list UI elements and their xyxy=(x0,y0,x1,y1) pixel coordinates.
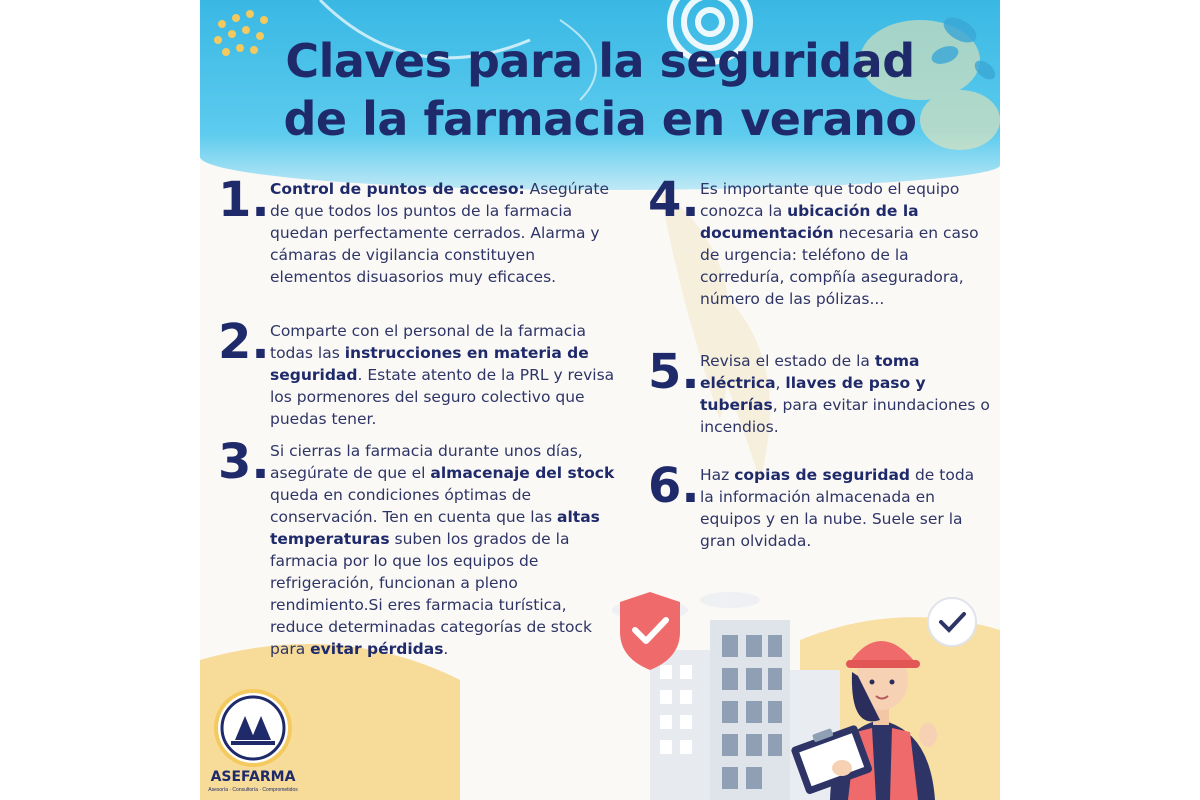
poster-title xyxy=(200,32,1000,148)
tip-highlight: altas temperaturas xyxy=(270,508,600,548)
tip-text xyxy=(700,350,990,438)
tip-number: 4. xyxy=(648,172,700,228)
asefarma-logo xyxy=(208,688,298,793)
tip-text-body: necesaria en caso de urgencia: teléfono de la correduría, compñía aseguradora, número de las pólizas... xyxy=(700,224,979,308)
tip-text-lead: Si cierras la farmacia durante unos días, asegúrate de que el xyxy=(270,442,583,482)
logo-name: ASEFARMA xyxy=(210,769,296,785)
tip-number: 1. xyxy=(218,172,270,228)
tip-highlight: evitar pérdidas xyxy=(310,640,444,658)
tip-highlight: Control de puntos de acceso: xyxy=(270,180,525,198)
tip-text xyxy=(700,178,990,310)
tip-highlight: toma eléctrica xyxy=(700,352,920,392)
safety-worker-illustration xyxy=(580,580,1000,800)
tip-number: 2. xyxy=(218,314,270,370)
tip-text xyxy=(270,440,618,660)
tip-highlight: ubicación de la documentación xyxy=(700,202,919,242)
tip-text-body: de toda la información almacenada en equipos y en la nube. Suele ser la gran olvidada. xyxy=(700,466,975,550)
tip-highlight: copias de seguridad xyxy=(734,466,911,484)
tip-highlight: llaves de paso y tuberías xyxy=(700,374,926,414)
tip-text-lead: Haz xyxy=(700,466,735,484)
tip-text-body: suben los grados de la farmacia por lo que los equipos de refrigeración, funcionan a pleno rendimiento.Si eres farmacia turística, reduce determinadas categorías de stock para xyxy=(270,530,592,658)
tip-text xyxy=(270,320,618,430)
tip-text-lead: Revisa el estado de la xyxy=(700,352,875,370)
tip-text-tail: . xyxy=(443,640,449,658)
tip-text-body: , xyxy=(775,374,786,392)
tip-highlight: almacenaje del stock xyxy=(430,464,615,482)
tip-number: 6. xyxy=(648,458,700,514)
infographic-poster xyxy=(200,0,1000,800)
tip-text-lead: Comparte con el personal de la farmacia todas las xyxy=(270,322,587,362)
tip-text-body: queda en condiciones óptimas de conservación. Ten en cuenta que las xyxy=(270,486,558,526)
tip-text-body: , para evitar inundaciones o incendios. xyxy=(700,396,990,436)
logo-emblem-icon xyxy=(213,688,293,768)
title-line-2: de la farmacia en verano xyxy=(283,92,917,146)
tip-text-body: Asegúrate de que todos los puntos de la farmacia quedan perfectamente cerrados. Alarma y cámaras de vigilancia constituyen elementos disuasorios muy eficaces. xyxy=(270,180,610,286)
tip-highlight: instrucciones en materia de seguridad xyxy=(270,344,589,384)
tip-text xyxy=(270,178,618,288)
tip-number: 3. xyxy=(218,434,270,490)
helmet-icon xyxy=(850,641,915,662)
tip-text xyxy=(700,464,990,552)
title-line-1: Claves para la seguridad xyxy=(285,34,915,88)
tip-number: 5. xyxy=(648,344,700,400)
check-bubble-icon xyxy=(928,598,976,646)
tip-text-body: . Estate atento de la PRL y revisa los pormenores del seguro colectivo que puedas tener. xyxy=(270,366,615,428)
tip-text-lead: Es importante que todo el equipo conozca la xyxy=(700,180,960,220)
logo-tagline: Asesoría · Consultoría · Comprometidos xyxy=(208,787,298,793)
